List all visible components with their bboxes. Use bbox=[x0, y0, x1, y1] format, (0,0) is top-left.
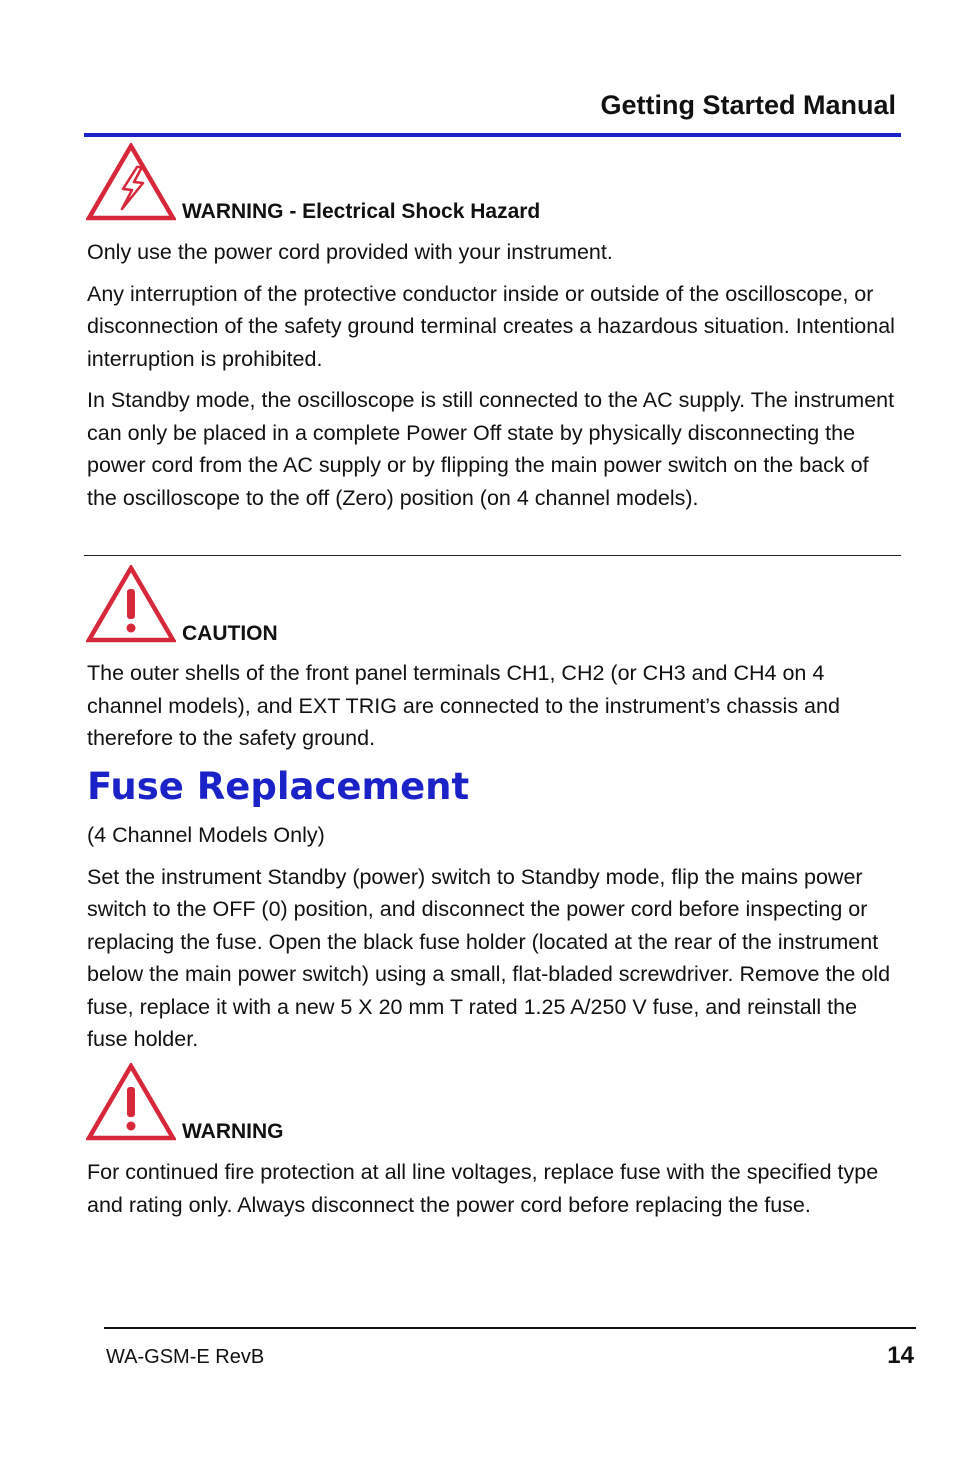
caution-heading bbox=[86, 565, 278, 643]
section-heading: Fuse Replacement bbox=[87, 765, 470, 808]
electrical-shock-hazard-icon bbox=[86, 143, 176, 221]
page-header-title: Getting Started Manual bbox=[600, 90, 896, 120]
caution-exclamation-icon bbox=[86, 565, 176, 643]
paragraph: Set the instrument Standby (power) switch to Standby mode, flip the mains power switch to the OFF (0) position, and disconnect the power cord before inspecting or replacing the fuse. Open the black fuse holder (located at the rear of the instrument below the main power switch) using a small, flat-bladed screwdriver. Remove the old fuse, replace it with a new 5 X 20 mm T rated 1.25 A/250 V fuse, and reinstall the fuse holder. bbox=[87, 864, 891, 1051]
fire-warning-heading bbox=[86, 1063, 284, 1141]
footer-rule bbox=[104, 1327, 916, 1329]
fire-warning-title: WARNING bbox=[182, 1120, 284, 1143]
paragraph: In Standby mode, the oscilloscope is still connected to the AC supply. The instrument can only be placed in a complete Power Off state by physically disconnecting the power cord from the AC supply or by flipping the main power switch on the back of the oscilloscope to the off (Zero) position (on 4 channel models). bbox=[87, 388, 895, 510]
paragraph: Any interruption of the protective conductor inside or outside of the oscilloscope, or disconnection of the safety ground terminal creates a hazardous situation. Intentional interruption is prohibited. bbox=[87, 281, 895, 371]
warning-exclamation-icon bbox=[86, 1063, 176, 1141]
document-id: WA-GSM-E RevB bbox=[106, 1346, 265, 1368]
fire-warning-body bbox=[87, 1156, 902, 1230]
caution-body bbox=[87, 657, 902, 764]
paragraph: (4 Channel Models Only) bbox=[87, 823, 325, 847]
header-rule bbox=[84, 133, 901, 137]
shock-warning-heading bbox=[86, 143, 540, 221]
shock-warning-title: WARNING - Electrical Shock Hazard bbox=[182, 200, 541, 223]
paragraph: Only use the power cord provided with your instrument. bbox=[87, 240, 613, 264]
page-number: 14 bbox=[887, 1342, 914, 1369]
paragraph: The outer shells of the front panel terminals CH1, CH2 (or CH3 and CH4 on 4 channel models), and EXT TRIG are connected to the instrument’s chassis and therefore to the safety ground. bbox=[87, 661, 840, 750]
caution-title: CAUTION bbox=[182, 622, 278, 645]
fuse-body bbox=[87, 819, 902, 1065]
paragraph: For continued fire protection at all line voltages, replace fuse with the specified type and rating only. Always disconnect the power cord before replacing the fuse. bbox=[87, 1160, 879, 1217]
shock-warning-body bbox=[87, 236, 902, 523]
section-divider bbox=[84, 555, 901, 556]
